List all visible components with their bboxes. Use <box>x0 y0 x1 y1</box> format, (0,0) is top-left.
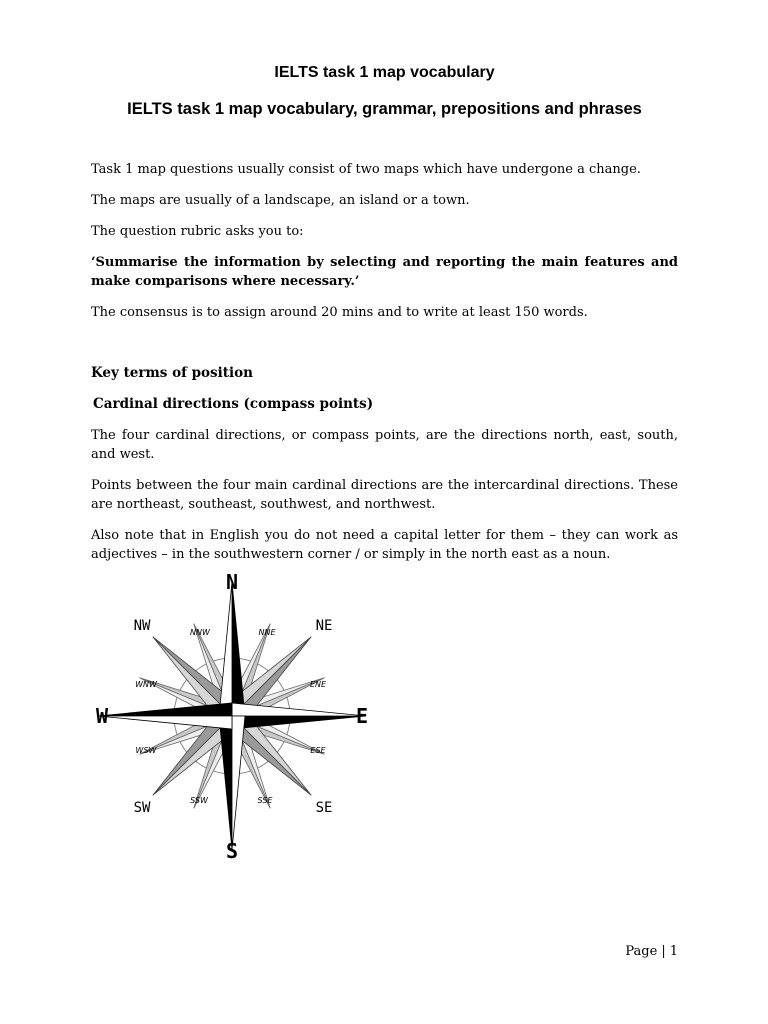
compass-rose-diagram <box>92 568 372 864</box>
page-number: 1 <box>669 944 678 959</box>
paragraph-maps: The maps are usually of a landscape, an island or a town. <box>91 193 470 208</box>
section-subheading: Cardinal directions (compass points) <box>93 396 374 412</box>
paragraph-capital-note: Also note that in English you do not need a capital letter for them – they can work as adjectives – in the southwestern corner / or simply in the north east as a noun. <box>91 528 678 562</box>
compass-label-se: SE <box>315 800 333 816</box>
compass-label-wnw: WNW <box>135 680 157 689</box>
paragraph-rubric-quote: ‘Summarise the information by selecting and reporting the main features and make comparisons where necessary.’ <box>91 255 678 289</box>
page-label: Page <box>625 944 658 959</box>
compass-label-ne: NE <box>315 618 333 634</box>
compass-label-s: S <box>225 839 239 863</box>
compass-label-sse: SSE <box>257 796 273 805</box>
paragraph-rubric-intro: The question rubric asks you to: <box>91 224 304 239</box>
compass-label-e: E <box>355 704 369 728</box>
compass-label-nnw: NNW <box>190 628 210 637</box>
paragraph-consensus: The consensus is to assign around 20 mins and to write at least 150 words. <box>91 305 588 320</box>
paragraph-intercardinal: Points between the four main cardinal directions are the intercardinal directions. These are northeast, southeast, southwest, and northwest. <box>91 478 678 512</box>
compass-label-ese: ESE <box>310 746 326 755</box>
section-heading: Key terms of position <box>91 365 253 381</box>
compass-label-ssw: SSW <box>190 796 208 805</box>
paragraph-cardinal: The four cardinal directions, or compass points, are the directions north, east, south, and west. <box>91 428 678 462</box>
paragraph-intro: Task 1 map questions usually consist of two maps which have undergone a change. <box>91 162 641 177</box>
compass-label-n: N <box>225 570 239 594</box>
page-separator: | <box>661 944 666 959</box>
compass-label-w: W <box>95 704 109 728</box>
compass-label-nne: NNE <box>258 628 276 637</box>
page-footer <box>625 944 678 959</box>
document-title: IELTS task 1 map vocabulary <box>274 64 495 81</box>
compass-label-nw: NW <box>133 618 151 634</box>
compass-label-wsw: WSW <box>135 746 157 755</box>
compass-label-sw: SW <box>133 800 151 816</box>
document-page <box>91 62 678 576</box>
compass-label-ene: ENE <box>309 680 327 689</box>
document-subtitle: IELTS task 1 map vocabulary, grammar, prepositions and phrases <box>127 100 642 118</box>
